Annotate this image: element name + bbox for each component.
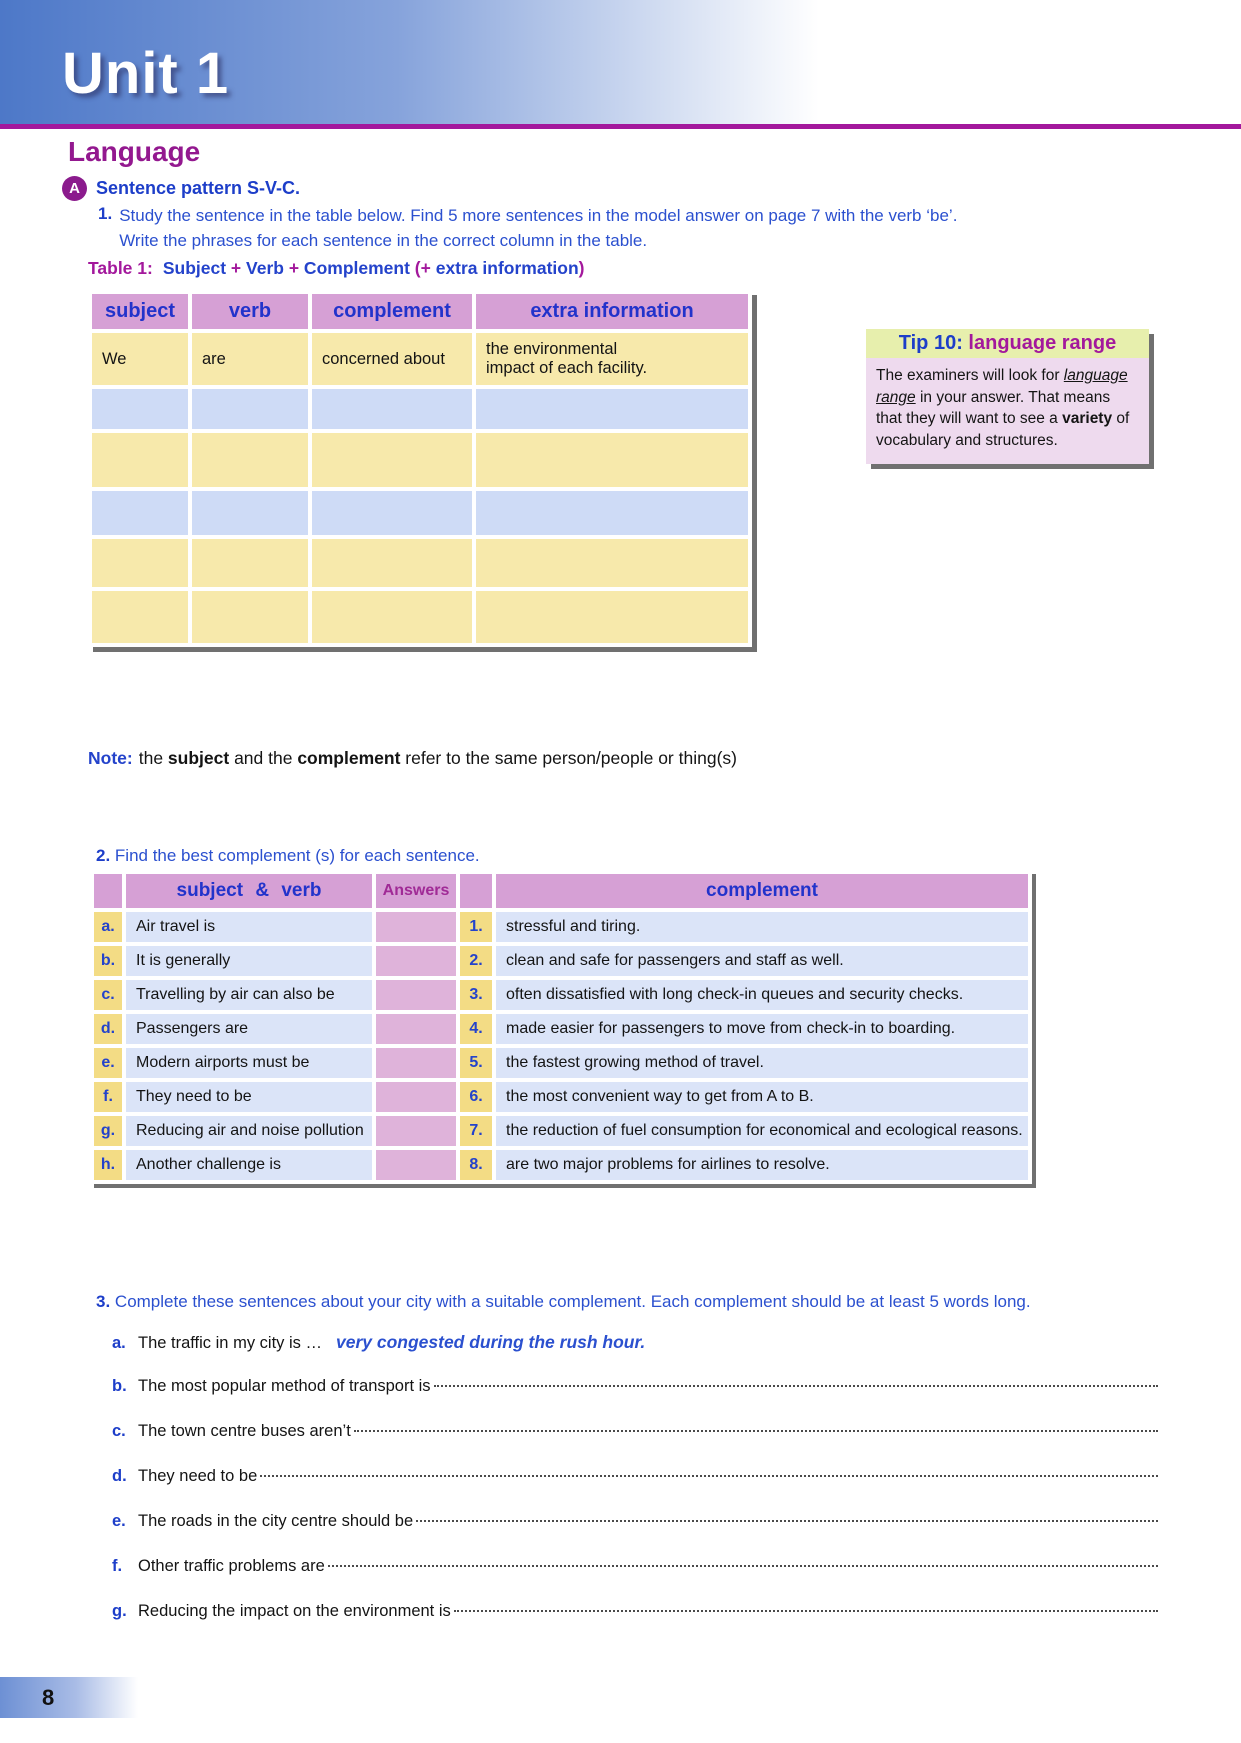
section-a-heading: Sentence pattern S-V-C. bbox=[96, 178, 301, 198]
table1-extra-line1: the environmental bbox=[486, 340, 618, 358]
match-number: 1. bbox=[460, 912, 492, 942]
page-number-bar bbox=[0, 1677, 138, 1718]
exercise-1-number: 1. bbox=[98, 204, 113, 223]
answer-cell[interactable] bbox=[376, 1150, 456, 1180]
table1-blank-cell[interactable] bbox=[476, 389, 748, 429]
tip-text: in your answer. That means that they will want to see a bbox=[876, 388, 1111, 428]
match-subject-verb: Another challenge is bbox=[126, 1150, 372, 1180]
tip-label: Tip 10: bbox=[898, 332, 963, 354]
table1-header-complement: complement bbox=[312, 294, 472, 329]
match-letter: h. bbox=[94, 1150, 122, 1180]
item-letter: e. bbox=[112, 1512, 126, 1530]
match-subject-verb: Passengers are bbox=[126, 1014, 372, 1044]
table1-blank-cell[interactable] bbox=[312, 389, 472, 429]
table1-blank-cell[interactable] bbox=[476, 539, 748, 587]
match-letter: e. bbox=[94, 1048, 122, 1078]
table1-header-subject: subject bbox=[92, 294, 188, 329]
table1-caption-label: Table 1: bbox=[88, 258, 153, 278]
match-complement: the most convenient way to get from A to B. bbox=[496, 1082, 1028, 1112]
table1-caption-paren: ) bbox=[578, 258, 585, 278]
answer-cell[interactable] bbox=[376, 946, 456, 976]
sentence-item bbox=[112, 1377, 1158, 1422]
match-number: 7. bbox=[460, 1116, 492, 1146]
exercise-2-number: 2. bbox=[96, 846, 111, 865]
match-letter: b. bbox=[94, 946, 122, 976]
match-complement: often dissatisfied with long check-in queues and security checks. bbox=[496, 980, 1028, 1010]
unit-title: Unit 1 bbox=[62, 41, 230, 106]
table1-cell-subject: We bbox=[92, 333, 188, 385]
table1-caption-text: extra information bbox=[430, 258, 579, 278]
match-letter: a. bbox=[94, 912, 122, 942]
item-text: Other traffic problems are bbox=[138, 1557, 325, 1575]
match-letter: c. bbox=[94, 980, 122, 1010]
answer-cell[interactable] bbox=[376, 912, 456, 942]
answer-line[interactable] bbox=[354, 1430, 1158, 1432]
match-letter: f. bbox=[94, 1082, 122, 1112]
answer-line[interactable] bbox=[260, 1475, 1158, 1477]
exercise-3-number: 3. bbox=[96, 1292, 111, 1311]
match-row bbox=[94, 1082, 1028, 1112]
match-number: 2. bbox=[460, 946, 492, 976]
tip-header bbox=[866, 329, 1149, 358]
tip-body bbox=[866, 358, 1149, 464]
tip-text: The examiners will look for bbox=[876, 367, 1064, 384]
table1-caption-paren: (+ bbox=[414, 258, 431, 278]
match-subject-verb: Modern airports must be bbox=[126, 1048, 372, 1078]
table1-blank-cell[interactable] bbox=[92, 591, 188, 643]
match-row bbox=[94, 1150, 1028, 1180]
table1-blank-cell[interactable] bbox=[476, 433, 748, 487]
match-complement: made easier for passengers to move from check-in to boarding. bbox=[496, 1014, 1028, 1044]
tip-box bbox=[866, 329, 1149, 464]
match-row bbox=[94, 946, 1028, 976]
match-subject-verb: They need to be bbox=[126, 1082, 372, 1112]
item-letter: d. bbox=[112, 1467, 127, 1485]
exercise-3-text: Complete these sentences about your city with a suitable complement. Each complement should be at least 5 words long. bbox=[110, 1292, 1031, 1311]
tip-title: language range bbox=[962, 332, 1117, 354]
page-number: 8 bbox=[42, 1685, 55, 1710]
sentence-item bbox=[112, 1602, 1158, 1647]
exercise-3-items bbox=[112, 1332, 1158, 1647]
answer-cell[interactable] bbox=[376, 1082, 456, 1112]
exercise-1-text bbox=[119, 204, 957, 253]
exercise-1-instructions bbox=[98, 204, 957, 253]
note-text-bold: subject bbox=[167, 748, 230, 768]
tip-text-bold: variety bbox=[1062, 410, 1113, 428]
item-letter: c. bbox=[112, 1422, 126, 1440]
tip-text-italic: language range bbox=[876, 367, 1128, 406]
exercise-2-header-answers: Answers bbox=[376, 874, 456, 908]
table1-extra-line2: impact of each facility. bbox=[486, 359, 648, 377]
note-text: the bbox=[138, 748, 168, 768]
note-label: Note: bbox=[88, 748, 133, 768]
table1 bbox=[88, 290, 752, 647]
table1-blank-cell[interactable] bbox=[192, 491, 308, 535]
item-text: The traffic in my city is … bbox=[138, 1334, 322, 1352]
answer-cell[interactable] bbox=[376, 1116, 456, 1146]
match-complement: stressful and tiring. bbox=[496, 912, 1028, 942]
table1-cell-extra bbox=[476, 333, 748, 385]
page-title: Language bbox=[68, 136, 201, 167]
table1-blank-cell[interactable] bbox=[312, 491, 472, 535]
answer-cell[interactable] bbox=[376, 1014, 456, 1044]
answer-line[interactable] bbox=[416, 1520, 1158, 1522]
answer-line[interactable] bbox=[328, 1565, 1158, 1567]
item-letter: b. bbox=[112, 1377, 127, 1395]
match-complement: the fastest growing method of travel. bbox=[496, 1048, 1028, 1078]
exercise-2-heading bbox=[96, 846, 480, 866]
note-text-bold: complement bbox=[297, 748, 401, 768]
note-text: refer to the same person/people or thing(s) bbox=[400, 748, 737, 768]
exercise-1-line1: Study the sentence in the table below. Find 5 more sentences in the model answer on page 7 with the verb ‘be’. bbox=[119, 206, 958, 225]
table1-blank-cell[interactable] bbox=[92, 491, 188, 535]
table1-blank-row bbox=[92, 539, 748, 587]
note-line bbox=[88, 748, 737, 769]
sentence-item bbox=[112, 1422, 1158, 1467]
item-letter: a. bbox=[112, 1334, 126, 1352]
table1-header-extra: extra information bbox=[476, 294, 748, 329]
table1-blank-cell[interactable] bbox=[192, 389, 308, 429]
item-letter: g. bbox=[112, 1602, 127, 1620]
table1-blank-cell[interactable] bbox=[92, 389, 188, 429]
table1-blank-cell[interactable] bbox=[476, 491, 748, 535]
table1-blank-cell[interactable] bbox=[192, 591, 308, 643]
match-complement: are two major problems for airlines to resolve. bbox=[496, 1150, 1028, 1180]
note-text: and the bbox=[229, 748, 298, 768]
exercise-2-header-spacer bbox=[94, 874, 122, 908]
match-row bbox=[94, 1014, 1028, 1044]
table1-blank-cell[interactable] bbox=[312, 539, 472, 587]
match-number: 8. bbox=[460, 1150, 492, 1180]
answer-cell[interactable] bbox=[376, 980, 456, 1010]
match-number: 4. bbox=[460, 1014, 492, 1044]
match-row bbox=[94, 912, 1028, 942]
item-letter: f. bbox=[112, 1557, 123, 1575]
table1-blank-row bbox=[92, 591, 748, 643]
section-a-header bbox=[62, 176, 300, 201]
exercise-2-header-row bbox=[94, 874, 1028, 908]
item-text: The roads in the city centre should be bbox=[138, 1512, 414, 1530]
table1-caption-text: Complement bbox=[299, 258, 415, 278]
table1-blank-row bbox=[92, 491, 748, 535]
table1-blank-cell[interactable] bbox=[92, 433, 188, 487]
item-text: They need to be bbox=[138, 1467, 258, 1485]
exercise-2-header-complement: complement bbox=[496, 874, 1028, 908]
match-row bbox=[94, 980, 1028, 1010]
table1-caption bbox=[88, 258, 584, 279]
answer-cell[interactable] bbox=[376, 1048, 456, 1078]
match-row bbox=[94, 1116, 1028, 1146]
unit-banner bbox=[0, 0, 1241, 124]
table1-blank-cell[interactable] bbox=[92, 539, 188, 587]
answer-line[interactable] bbox=[454, 1610, 1158, 1612]
table1-blank-row bbox=[92, 389, 748, 429]
exercise-2-header-spacer bbox=[460, 874, 492, 908]
match-letter: g. bbox=[94, 1116, 122, 1146]
table1-blank-cell[interactable] bbox=[192, 539, 308, 587]
table1-blank-row bbox=[92, 433, 748, 487]
item-text: The most popular method of transport is bbox=[138, 1377, 431, 1395]
table1-caption-text: Verb bbox=[241, 258, 289, 278]
sentence-item bbox=[112, 1557, 1158, 1602]
table1-caption-plus: + bbox=[230, 258, 242, 278]
table1-cell-verb: are bbox=[192, 333, 308, 385]
exercise-2-table bbox=[90, 870, 1032, 1184]
match-number: 3. bbox=[460, 980, 492, 1010]
match-number: 6. bbox=[460, 1082, 492, 1112]
sentence-item bbox=[112, 1467, 1158, 1512]
match-row bbox=[94, 1048, 1028, 1078]
item-text: The town centre buses aren’t bbox=[138, 1422, 351, 1440]
table1-cell-complement: concerned about bbox=[312, 333, 472, 385]
table1-caption-plus: + bbox=[288, 258, 300, 278]
match-number: 5. bbox=[460, 1048, 492, 1078]
match-complement: clean and safe for passengers and staff as well. bbox=[496, 946, 1028, 976]
table1-example-row bbox=[92, 333, 748, 385]
answer-line[interactable] bbox=[434, 1385, 1158, 1387]
section-a-badge: A bbox=[62, 176, 87, 201]
match-letter: d. bbox=[94, 1014, 122, 1044]
table1-header-verb: verb bbox=[192, 294, 308, 329]
handwritten-answer: very congested during the rush hour. bbox=[335, 1332, 646, 1352]
match-subject-verb: Air travel is bbox=[126, 912, 372, 942]
item-text: Reducing the impact on the environment is bbox=[138, 1602, 451, 1620]
sentence-item bbox=[112, 1512, 1158, 1557]
table1-blank-cell[interactable] bbox=[476, 591, 748, 643]
exercise-1-line2: Write the phrases for each sentence in the correct column in the table. bbox=[119, 230, 648, 250]
exercise-2-text: Find the best complement (s) for each sentence. bbox=[110, 846, 480, 865]
match-complement: the reduction of fuel consumption for economical and ecological reasons. bbox=[496, 1116, 1028, 1146]
match-subject-verb: It is generally bbox=[126, 946, 372, 976]
table1-blank-cell[interactable] bbox=[312, 591, 472, 643]
table1-caption-text: Subject bbox=[162, 258, 231, 278]
table1-blank-cell[interactable] bbox=[192, 433, 308, 487]
exercise-2-header-subject-verb: subject & verb bbox=[126, 874, 372, 908]
sentence-item bbox=[112, 1332, 1158, 1377]
banner-divider bbox=[0, 124, 1241, 129]
table1-header-row bbox=[92, 294, 748, 329]
tip-text: of vocabulary and structures. bbox=[876, 410, 1130, 450]
match-subject-verb: Reducing air and noise pollution bbox=[126, 1116, 372, 1146]
match-subject-verb: Travelling by air can also be bbox=[126, 980, 372, 1010]
table1-blank-cell[interactable] bbox=[312, 433, 472, 487]
exercise-3-heading bbox=[96, 1292, 1166, 1312]
